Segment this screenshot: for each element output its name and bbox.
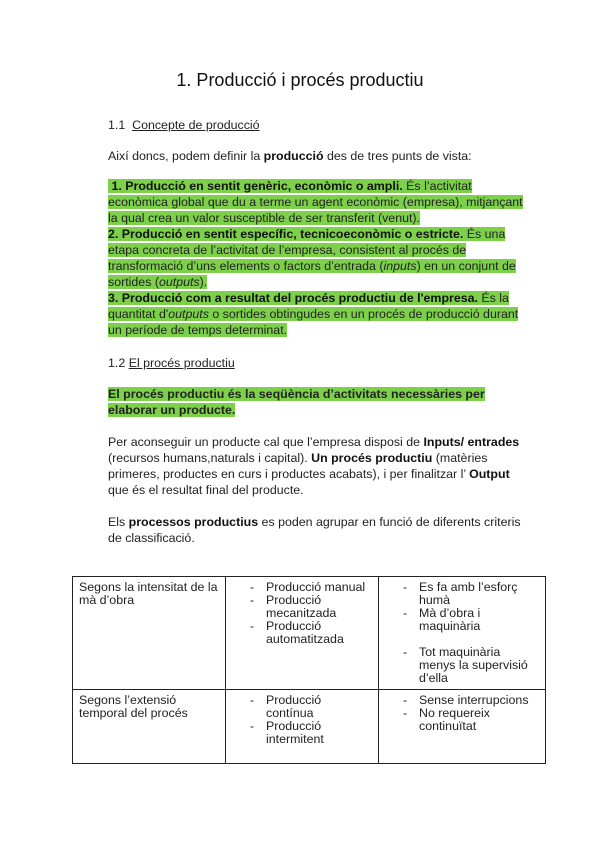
list-item: - Producció contínua (232, 694, 372, 720)
intro-paragraph: Així doncs, podem definir la producció des de tres punts de vista: (108, 149, 472, 163)
section-heading-1 (108, 118, 260, 132)
list-item: - No requereix continuïtat (385, 707, 539, 733)
definition-2: 2. Producció en sentit específic, tecnicoeconòmic o estricte. És una etapa concreta de l’activitat de l’empresa, consistent al procés de transformació d’uns elements o factors d’entrada (inputs) en un conjunt de sortides (outputs). (108, 227, 516, 289)
criterion-cell: Segons l’extensió temporal del procés (73, 690, 226, 764)
features-cell (379, 577, 546, 690)
list-item: - Producció mecanitzada (232, 594, 372, 620)
list-item: - Es fa amb l’esforç humà (385, 581, 539, 607)
definition-1: 1. Producció en sentit genèric, econòmic o ampli. És l’activitat econòmica global que du a terme un agent econòmic (empresa), mitjançant la qual crea un valor susceptible de ser transferit (venut). (108, 179, 523, 225)
list-item: - Sense interrupcions (385, 694, 539, 707)
list-item: - Producció automatitzada (232, 620, 372, 646)
table-row (73, 690, 546, 764)
inputs-paragraph: Per aconseguir un producte cal que l’empresa disposi de Inputs/ entrades (recursos humans,naturals i capital). Un procés productiu (matèries primeres, productes en curs i productes acabats), i per finalitzar l’ Output que és el resultat final del producte. (108, 435, 520, 497)
list-item: - Mà d’obra i maquinària (385, 607, 539, 633)
features-cell (379, 690, 546, 764)
section-number: 1.2 (108, 356, 126, 370)
list-item: - Producció intermitent (232, 720, 372, 746)
list-item: - Tot maquinària menys la supervisió d’ella (385, 646, 539, 685)
criterion-cell: Segons la intensitat de la mà d’obra (73, 577, 226, 690)
highlight-statement: El procés productiu és la seqüència d’activitats necessàries per elaborar un producte. (108, 387, 485, 417)
page-title: 1. Producció i procés productiu (176, 70, 424, 90)
section-label: El procés productiu (128, 356, 235, 370)
section-label: Concepte de producció (132, 118, 260, 132)
types-cell (226, 577, 379, 690)
section-heading-2 (108, 356, 235, 370)
classification-table (72, 576, 546, 764)
classification-paragraph: Els processos productius es poden agrupar en funció de diferents criteris de classificació. (108, 515, 521, 545)
section-number: 1.1 (108, 118, 126, 132)
definition-3: 3. Producció com a resultat del procés productiu de l'empresa. És la quantitat d'outputs o sortides obtingudes en un procés de producció durant un període de temps determinat. (108, 291, 519, 337)
table-row (73, 577, 546, 690)
types-cell (226, 690, 379, 764)
definitions-block (108, 178, 528, 338)
list-item: - Producció manual (232, 581, 372, 594)
